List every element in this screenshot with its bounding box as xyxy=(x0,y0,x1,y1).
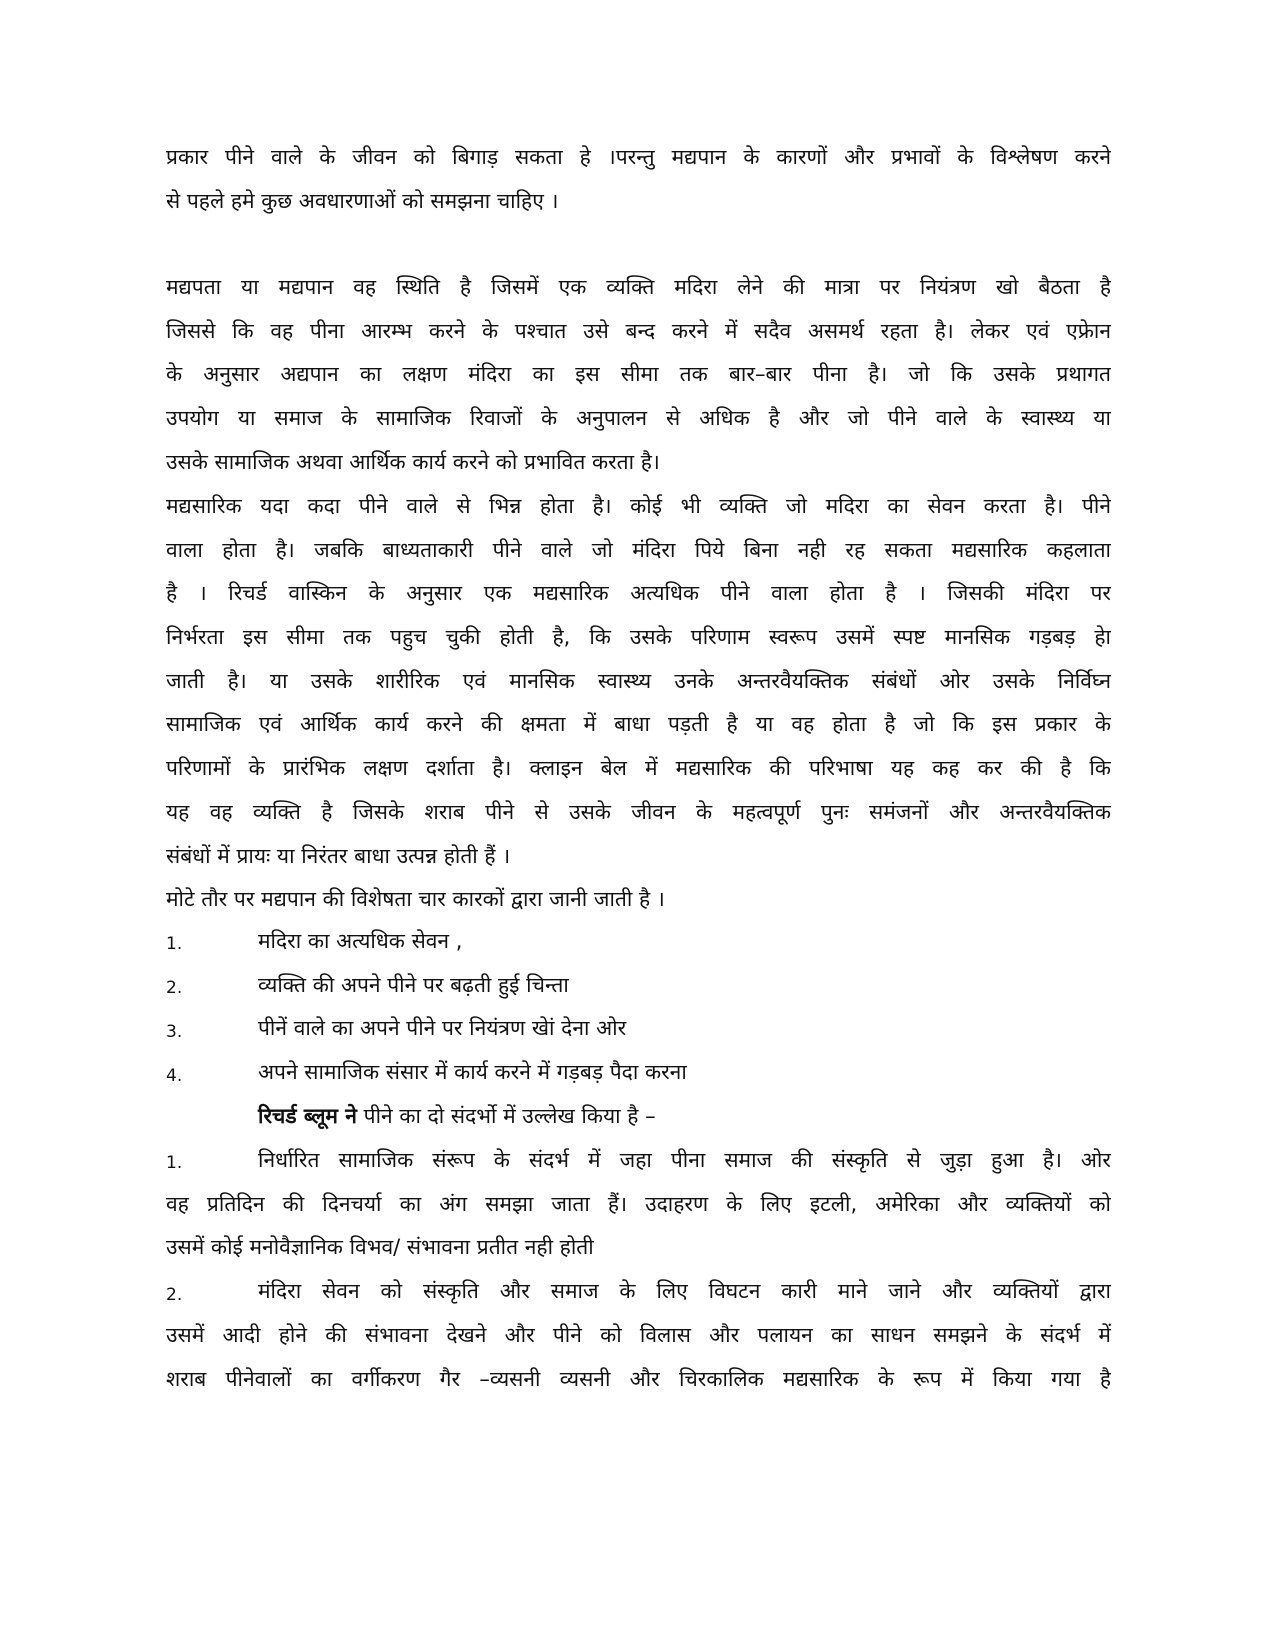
paragraph-line: मद्यपता या मद्यपान वह स्थिति है जिसमें एक व्यक्ति मदिरा लेने की मात्रा पर नियंत्रण खो बैठता है xyxy=(166,275,1111,299)
list-item-text: मदिरा का अत्यधिक सेवन , xyxy=(258,929,463,953)
paragraph-line: यह वह व्यक्ति है जिसके शराब पीने से उसके जीवन के महत्वपूर्ण पुनः समंजनों और अन्तरवैयक्तिक xyxy=(166,800,1111,824)
paragraph-line: के अनुसार अद्यपान का लक्षण मंदिरा का इस सीमा तक बार–बार पीना है। जो कि उसके प्रथागत xyxy=(166,362,1111,386)
list-item-text: अपने सामाजिक संसार में कार्य करने में गड़बड़ पैदा करना xyxy=(258,1060,687,1084)
paragraph-line: उसमें कोई मनोवैज्ञानिक विभव/ संभावना प्रतीत नही होती xyxy=(166,1235,594,1259)
paragraph-line: निर्भरता इस सीमा तक पहुच चुकी होती है, कि उसके परिणाम स्वरूप उसमें स्पष्ट मानसिक गड़बड़ हेा xyxy=(166,625,1111,649)
paragraph-line: मद्यसारिक यदा कदा पीने वाले से भिन्न होता है। कोई भी व्यक्ति जो मदिरा का सेवन करता है। पीने xyxy=(166,494,1111,518)
paragraph-line: से पहले हमे कुछ अवधारणाओं को समझना चाहिए । xyxy=(166,189,559,213)
list-item-text: पीनें वाले का अपने पीने पर नियंत्रण खेां देना ओर xyxy=(258,1016,627,1040)
list-number: 4. xyxy=(166,1066,183,1086)
paragraph-line: उपयोग या समाज के सामाजिक रिवाजों के अनुपालन से अधिक है और जो पीने वाले के स्वास्थ्य या xyxy=(166,406,1111,430)
bloom-statement-text: पीने का दो संदर्भो में उल्लेख किया है – xyxy=(356,1104,656,1128)
paragraph-line: उसमें आदी होने की संभावना देखने और पीने को विलास और पलायन का साधन समझने के संदर्भ में xyxy=(166,1323,1111,1347)
list-item-text: व्यक्ति की अपने पीने पर बढ़ती हुई चिन्ता xyxy=(258,973,569,997)
paragraph-line: है । रिचर्ड वास्किन के अनुसार एक मद्यसारिक अत्यधिक पीने वाला होता है । जिसकी मंदिरा पर xyxy=(166,581,1111,605)
list-number: 3. xyxy=(166,1022,183,1042)
paragraph-line: परिणामों के प्रारंभिक लक्षण दर्शाता है। क्लाइन बेल में मद्यसारिक की परिभाषा यह कह कर की है कि xyxy=(166,756,1111,780)
paragraph-line: वाला होता है। जबकि बाध्यताकारी पीने वाले जो मंदिरा पिये बिना नही रह सकता मद्यसारिक कहलाता xyxy=(166,538,1111,562)
list-number: 1. xyxy=(166,934,183,954)
bloom-name: रिचर्ड ब्लूम ने xyxy=(258,1104,357,1128)
list-number: 2. xyxy=(166,978,183,998)
paragraph-line: प्रकार पीने वाले के जीवन को बिगाड़ सकता हे ।परन्तु मद्यपान के कारणों और प्रभावों के विश्लेषण करने xyxy=(166,145,1111,169)
list-number: 2. xyxy=(166,1285,183,1305)
paragraph-line: निर्धारित सामाजिक संरूप के संदर्भ में जहा पीना समाज की संस्कृति से जुड़ा हुआ है। ओर xyxy=(258,1148,1111,1172)
paragraph-line: वह प्रतिदिन की दिनचर्या का अंग समझा जाता हैं। उदाहरण के लिए इटली, अमेरिका और व्यक्तियों को xyxy=(166,1192,1111,1216)
paragraph-line: संबंधों में प्रायः या निरंतर बाधा उत्पन्न होती हैं । xyxy=(166,844,511,868)
paragraph-line: जिससे कि वह पीना आरम्भ करने के पश्चात उसे बन्द करने में सदैव असमर्थ रहता है। लेकर एवं एफ्रेान xyxy=(166,319,1111,343)
paragraph-line: शराब पीनेवालों का वर्गीकरण गैर –व्यसनी व्यसनी और चिरकालिक मद्यसारिक के रूप में किया गया है xyxy=(166,1367,1111,1391)
paragraph-line: जाती है। या उसके शारीरिक एवं मानसिक स्वास्थ्य उनके अन्तरवैयक्तिक संबंधों ओर उसके निर्विघ्न xyxy=(166,669,1111,693)
paragraph-line: उसके सामाजिक अथवा आर्थिक कार्य करने को प्रभावित करता है। xyxy=(166,450,660,474)
paragraph-line: सामाजिक एवं आर्थिक कार्य करने की क्षमता में बाधा पड़ती है या वह होता है जो कि इस प्रकार के xyxy=(166,712,1111,736)
list-number: 1. xyxy=(166,1153,183,1173)
paragraph-line: मंदिरा सेवन को संस्कृति और समाज के लिए विघटन कारी माने जाने और व्यक्तियों द्वारा xyxy=(258,1279,1111,1303)
factors-intro: मोटे तौर पर मद्यपान की विशेषता चार कारकों द्वारा जानी जाती है । xyxy=(166,887,665,911)
bloom-statement xyxy=(258,1101,656,1131)
